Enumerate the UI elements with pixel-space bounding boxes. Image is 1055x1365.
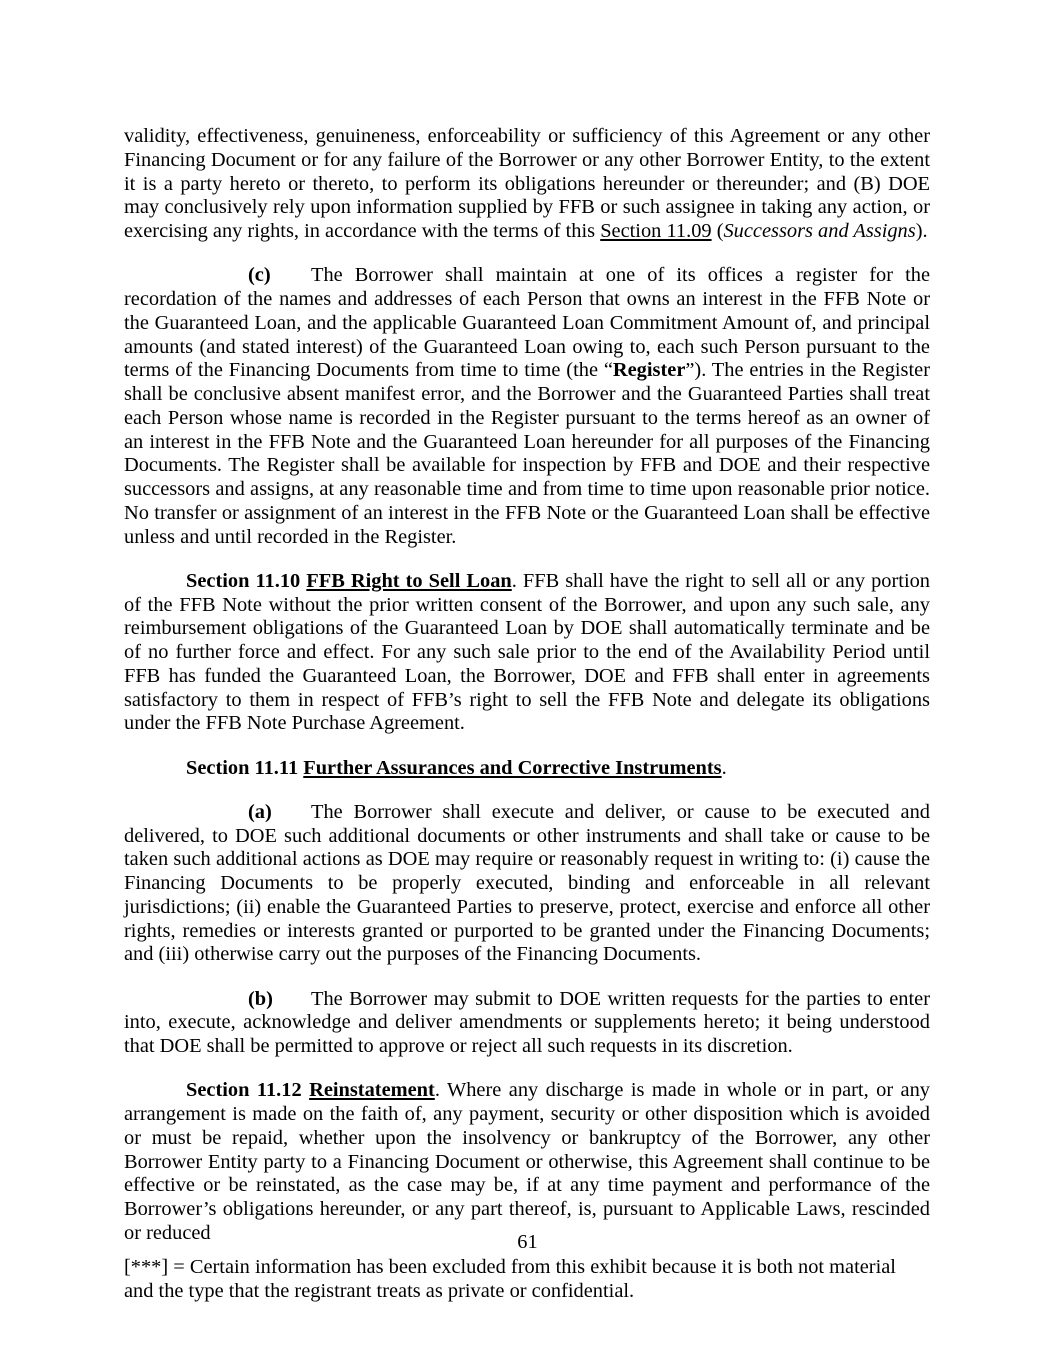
paragraph bbox=[124, 125, 930, 244]
clause-label: (a) bbox=[248, 800, 272, 823]
section-heading: Reinstatement bbox=[309, 1079, 435, 1102]
clause-label: (b) bbox=[248, 987, 273, 1010]
bold-text: Register bbox=[612, 359, 686, 382]
section-heading: FFB Right to Sell Loan bbox=[306, 569, 512, 592]
paragraph bbox=[124, 988, 930, 1059]
bold-text: Section 11.10 bbox=[186, 569, 307, 592]
text-segment: ). bbox=[915, 220, 928, 242]
paragraph bbox=[124, 757, 930, 781]
page-number: 61 bbox=[517, 1231, 538, 1253]
paragraph bbox=[124, 570, 930, 736]
clause-label: (c) bbox=[248, 264, 271, 287]
paragraph bbox=[124, 1079, 930, 1245]
text-segment: . bbox=[721, 756, 727, 779]
text-segment: validity, effectiveness, genuineness, enforceability or sufficiency of this Agreement or any other Financing Document or for any failure of the Borrower or any other Borrower Entity, to the extent it is a party hereto or thereto, to perform its obligations hereunder or thereunder; and (B) DOE may conclusively rely upon information supplied by FFB or such assignee in taking any action, or exercising any rights, in accordance with the terms of this bbox=[124, 125, 930, 242]
paragraph bbox=[124, 801, 930, 967]
paragraph bbox=[124, 264, 930, 549]
text-segment: ”). The entries in the Register shall be conclusive absent manifest error, and the Borrower and the Guaranteed Parties shall treat each Person whose name is recorded in the Register pursuant to the terms hereof as an owner of an interest in the FFB Note and the Guaranteed Loan hereunder for all purposes of the Financing Documents. The Register shall be available for inspection by FFB and DOE and their respective successors and assigns, at any reasonable time and from time to time upon reasonable prior notice. No transfer or assignment of an interest in the FFB Note or the Guaranteed Loan shall be effective unless and until recorded in the Register. bbox=[124, 359, 930, 548]
text-segment: The Borrower shall execute and deliver, or cause to be executed and delivered, to DOE such additional documents or other instruments and shall take or cause to be taken such additional actions as DOE may require or reasonably request in writing to: (i) cause the Financing Documents to be properly executed, binding and enforceable in all relevant jurisdictions; (ii) enable the Guaranteed Parties to preserve, protect, exercise and enforce all other rights, remedies or interests granted or purported to be granted under the Financing Documents; and (iii) otherwise carry out the purposes of the Financing Documents. bbox=[124, 800, 930, 966]
text-segment: . FFB shall have the right to sell all or any portion of the FFB Note without the prior written consent of the Borrower, and upon any such sale, any reimbursement obligations of the Guaranteed Loan by DOE shall automatically terminate and be of no further force and effect. For any such sale prior to the end of the Availability Period until FFB has funded the Guaranteed Loan, the Borrower, DOE and FFB shall enter in agreements satisfactory to them in respect of FFB’s right to sell the FFB Note and delegate its obligations under the FFB Note Purchase Agreement. bbox=[124, 569, 931, 735]
document-body bbox=[124, 125, 930, 1266]
text-segment: The Borrower may submit to DOE written requests for the parties to enter into, execute, acknowledge and deliver amendments or supplements hereto; it being understood that DOE shall be permitted to approve or reject all such requests in its discretion. bbox=[124, 987, 930, 1057]
text-segment: The Borrower shall maintain at one of its offices a register for the recordation of the names and addresses of each Person that owns an interest in the FFB Note or the Guaranteed Loan, and the applicable Guaranteed Loan Commitment Amount of, and principal amounts (and stated interest) of the Guaranteed Loan owing to, each such Person pursuant to the terms of the Financing Documents from time to time (the “ bbox=[124, 264, 930, 382]
footnote: [***] = Certain information has been excluded from this exhibit because it is both not material and the type that the registrant treats as private or confidential. bbox=[124, 1256, 896, 1302]
text-segment: . Where any discharge is made in whole or in part, or any arrangement is made on the faith of, any payment, security or other disposition which is avoided or must be repaid, whether upon the insolvency or bankruptcy of the Borrower, any other Borrower Entity party to a Financing Document or otherwise, this Agreement shall continue to be effective or be reinstated, as the case may be, if at any time payment and performance of the Borrower’s obligations hereunder, or any part thereof, is, pursuant to Applicable Laws, rescinded or reduced bbox=[124, 1079, 930, 1244]
text-segment: Successors and Assigns bbox=[723, 220, 916, 242]
section-heading: Further Assurances and Corrective Instruments bbox=[303, 756, 722, 779]
section-heading: Section 11.09 bbox=[600, 220, 712, 242]
bold-text: Section 11.11 bbox=[186, 756, 304, 779]
text-segment: ( bbox=[711, 220, 724, 242]
bold-text: Section 11.12 bbox=[186, 1079, 310, 1102]
